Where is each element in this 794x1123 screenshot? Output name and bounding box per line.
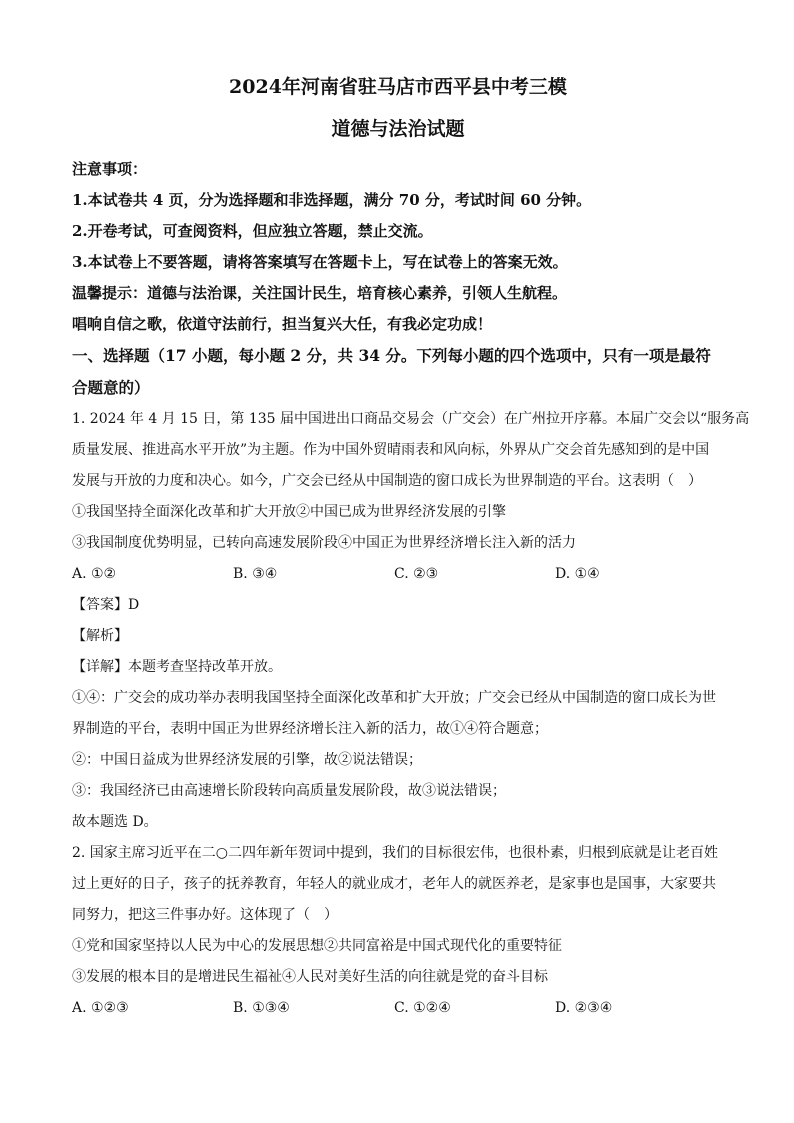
question-stem-line: 质量发展、推进高水平开放”为主题。作为中国外贸晴雨表和风向标，外界从广交会首先感知到的是中国 (72, 442, 710, 458)
statement-line: ③发展的根本目的是增进民生福祉④人民对美好生活的向往就是党的奋斗目标 (72, 969, 548, 985)
note-item: 1.本试卷共 4 页，分为选择题和非选择题，满分 70 分，考试时间 60 分钟。 (72, 191, 592, 209)
question-2 (72, 838, 724, 1024)
detail-line: 【详解】本题考查坚持改革开放。 (72, 659, 282, 675)
answer-value: D (128, 597, 140, 613)
explanation-line: 界制造的平台，表明中国正为世界经济增长注入新的活力，故①④符合题意； (72, 721, 548, 737)
exam-subtitle: 道德与法治试题 (331, 118, 465, 140)
question-stem-line: 1. 2024 年 4 月 15 日，第 135 届中国进出口商品交易会（广交会）在广州拉开序幕。本届广交会以“服务高 (72, 411, 750, 427)
option-c: C. ②③ (394, 566, 439, 582)
options-row (72, 993, 724, 1024)
question-stem-line: 过上更好的日子，孩子的抚养教育，年轻人的就业成才，老年人的就医养老，是家事也是国事，大家要共 (72, 876, 716, 892)
question-stem-line: 同努力，把这三件事办好。这体现了（ ） (72, 907, 338, 923)
question-1 (72, 404, 750, 838)
notes-heading: 注意事项： (72, 160, 148, 178)
answer-line: 【答案】D (72, 597, 140, 613)
question-stem-line: 发展与开放的力度和决心。如今，广交会已经从中国制造的窗口成长为世界制造的平台。这表明（ ） (72, 473, 702, 489)
explanation-line: ③：我国经济已由高速增长阶段转向高质量发展阶段，故③说法错误； (72, 783, 506, 799)
notes-tip: 温馨提示：道德与法治课，关注国计民生，培育核心素养，引领人生航程。 (72, 284, 568, 302)
section-heading: 一、选择题（17 小题，每小题 2 分，共 34 分。下列每小题的四个选项中，只有一项是最符 合题意的） (72, 346, 711, 397)
statement-line: ①我国坚持全面深化改革和扩大开放②中国已成为世界经济发展的引擎 (72, 504, 506, 520)
statement-line: ③我国制度优势明显，已转向高速发展阶段④中国正为世界经济增长注入新的活力 (72, 535, 576, 551)
note-item: 3.本试卷上不要答题，请将答案填写在答题卡上，写在试卷上的答案无效。 (72, 253, 568, 271)
option-a: A. ①② (72, 566, 117, 582)
option-a: A. ①②③ (72, 1000, 129, 1016)
options-row (72, 559, 724, 590)
explanation-line: ①④：广交会的成功举办表明我国坚持全面深化改革和扩大开放；广交会已经从中国制造的窗口成长为世 (72, 690, 716, 706)
option-b: B. ①③④ (233, 1000, 290, 1016)
analysis-label: 【解析】 (72, 628, 128, 644)
note-item: 2.开卷考试，可查阅资料，但应独立答题，禁止交流。 (72, 222, 433, 240)
notes-slogan: 唱响自信之歌，依道守法前行，担当复兴大任，有我必定功成！ (72, 315, 493, 333)
question-stem-line: 2. 国家主席习近平在二○二四年新年贺词中提到，我们的目标很宏伟，也很朴素，归根到底就是让老百姓 (72, 845, 719, 861)
explanation-line: 故本题选 D。 (72, 814, 158, 830)
exam-title: 2024年河南省驻马店市西平县中考三模 (229, 76, 567, 98)
option-c: C. ①②④ (394, 1000, 451, 1016)
option-d: D. ②③④ (555, 1000, 613, 1016)
option-b: B. ③④ (233, 566, 278, 582)
explanation-line: ②：中国日益成为世界经济发展的引擎，故②说法错误； (72, 752, 422, 768)
notes-block (72, 154, 724, 340)
statement-line: ①党和国家坚持以人民为中心的发展思想②共同富裕是中国式现代化的重要特征 (72, 938, 562, 954)
option-d: D. ①④ (555, 566, 600, 582)
